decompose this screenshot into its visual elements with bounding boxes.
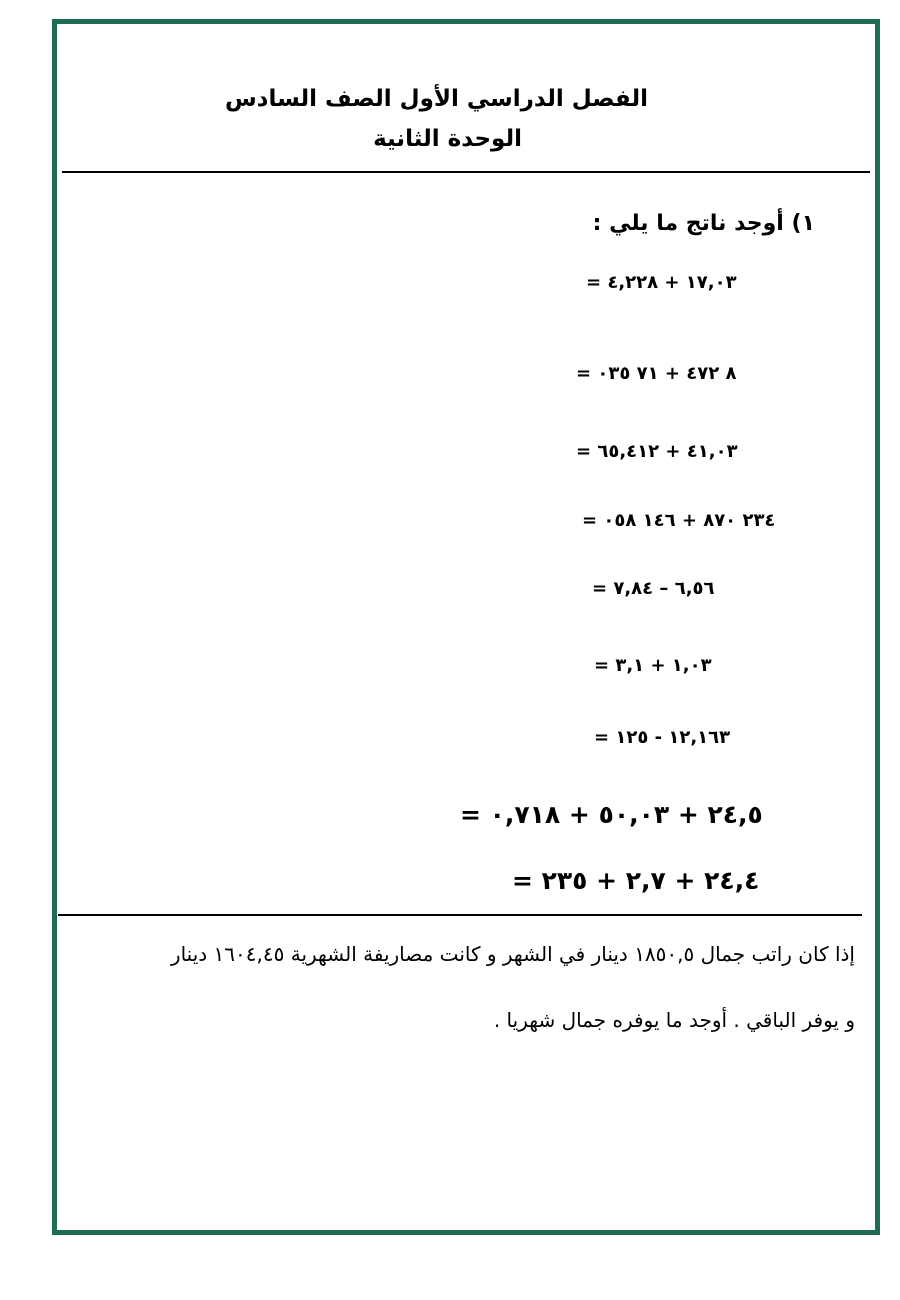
page-subtitle: الوحدة الثانية xyxy=(373,126,522,152)
exercise-8: = ٢٤,٥ + ٥٠,٠٣ + ٠,٧١٨ xyxy=(460,800,763,829)
exercise-4: = ٢٣٤ ٨٧٠ + ١٤٦ ٠٥٨ xyxy=(582,510,776,531)
exercise-2: = ٨ ٤٧٢ + ٧١ ٠٣٥ xyxy=(576,363,737,384)
page-title: الفصل الدراسي الأول الصف السادس xyxy=(224,86,648,112)
exercise-5: = ٦,٥٦ – ٧,٨٤ xyxy=(592,578,715,599)
word-problem-line-1: إذا كان راتب جمال ١٨٥٠,٥ دينار في الشهر و كانت مصاريفة الشهرية ١٦٠٤,٤٥ دينار xyxy=(170,942,855,966)
header-divider xyxy=(62,171,870,173)
exercise-1: = ١٧,٠٣ + ٤,٢٢٨ xyxy=(586,272,737,293)
question-1-label: ١) أوجد ناتج ما يلي : xyxy=(592,211,815,236)
section-divider xyxy=(58,914,862,916)
page-border-frame xyxy=(52,19,880,1235)
exercise-9: = ٢٤,٤ + ٢,٧ + ٢٣٥ xyxy=(512,866,760,895)
exercise-3: = ٤١,٠٣ + ٦٥,٤١٢ xyxy=(576,441,738,462)
exercise-6: = ١,٠٣ + ٣,١ xyxy=(594,655,712,676)
exercise-7: = ١٢,١٦٣ - ١٢٥ xyxy=(594,727,731,748)
word-problem-line-2: و يوفر الباقي . أوجد ما يوفره جمال شهريا . xyxy=(493,1008,855,1032)
